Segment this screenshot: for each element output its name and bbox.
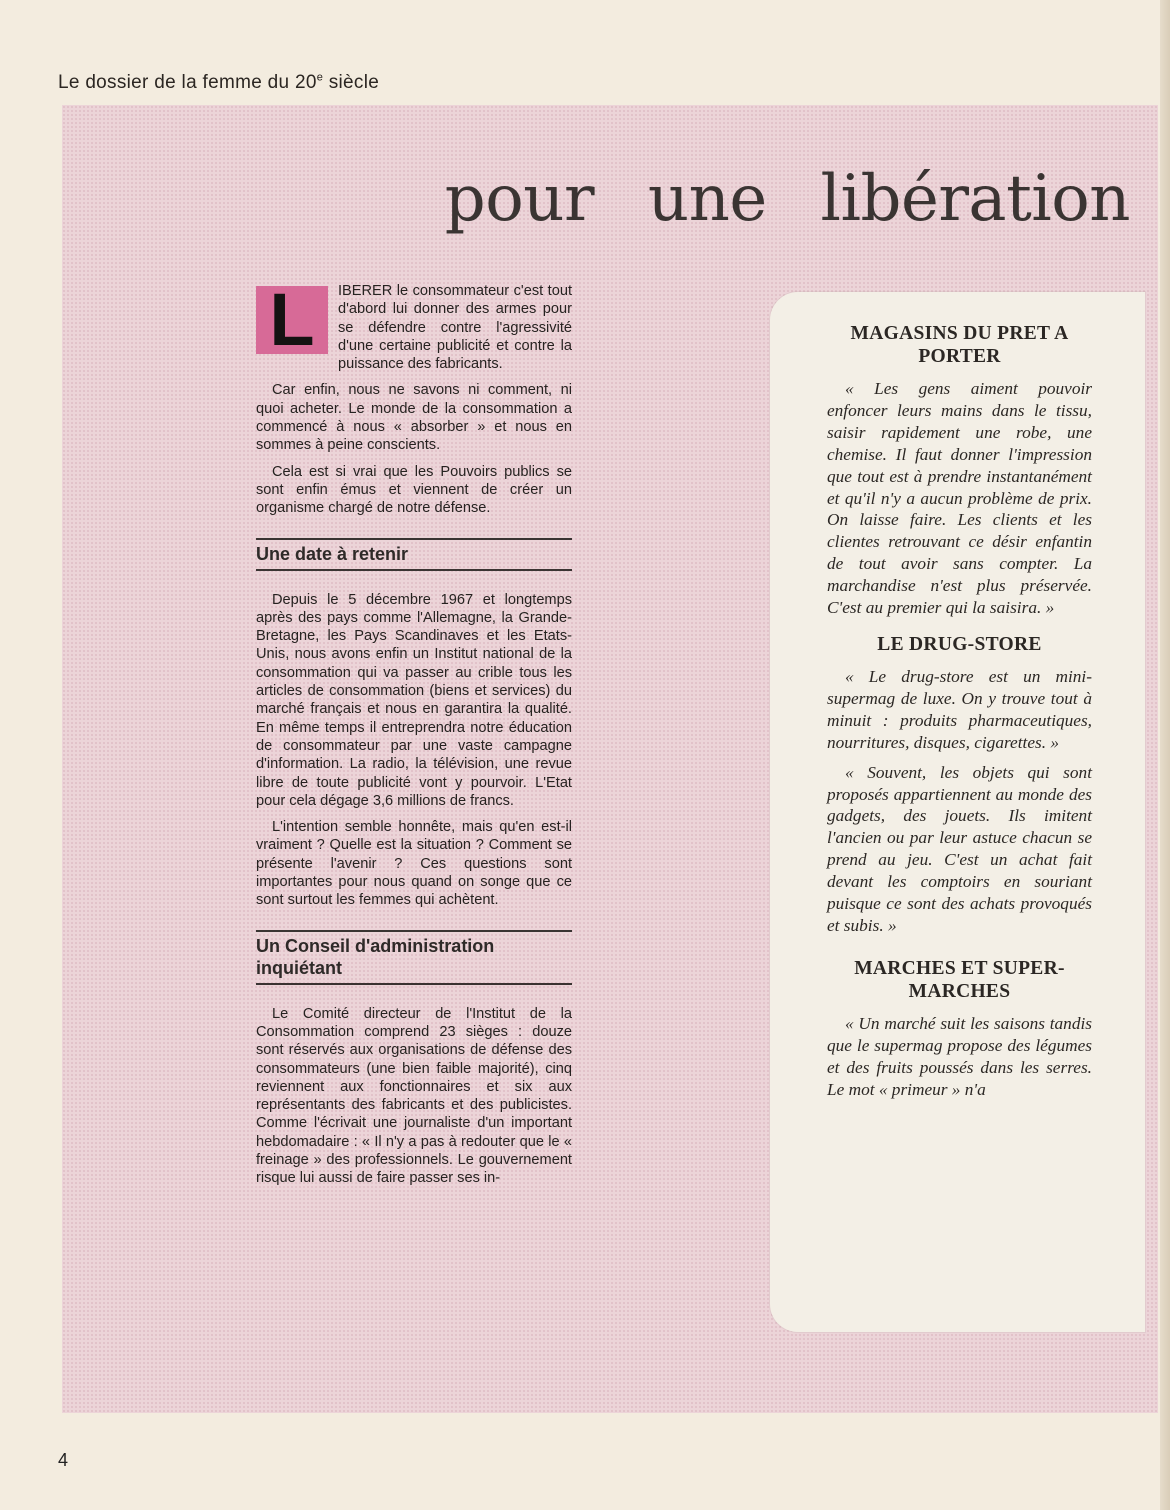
running-head-sup: e xyxy=(316,71,324,84)
sidebar-content xyxy=(827,322,1092,1108)
page-number: 4 xyxy=(58,1450,69,1470)
sidebar-quote: « Un marché suit les saisons tandis que le supermag propose des légumes et des fruits poussés dans les serres. Le mot « primeur » n'a xyxy=(827,1013,1092,1099)
sidebar-quote: « Le drug-store est un mini-supermag de luxe. On y trouve tout à minuit : produits pharmaceutiques, nourritures, disques, cigarettes. » xyxy=(827,666,1092,752)
sidebar-heading: MAGASINS DU PRET A PORTER xyxy=(850,323,1069,367)
article-column xyxy=(256,278,572,1196)
article-paragraph: L'intention semble honnête, mais qu'en est-il vraiment ? Quelle est la situation ? Comment se présente l'avenir ? Ces questions sont importantes pour nous quand on songe que ce sont surtout les femmes qui achètent. xyxy=(256,819,572,909)
running-head-suffix: siècle xyxy=(323,72,380,93)
article-paragraph: Depuis le 5 décembre 1967 et longtemps après des pays comme l'Allemagne, la Grande-Bretagne, les Pays Scandinaves et les Etats-Unis, nous avons enfin un Institut national de la consommation qui va passer au crible tous les articles de consommation (biens et services) du marché français et nous en garantira la qualité. En même temps il entreprendra notre éducation de consommateur par une vaste campagne d'information. La radio, la télévision, une revue libre de toute publicité vont y pourvoir. L'Etat pour cela dégage 3,6 millions de francs. xyxy=(256,591,572,809)
drop-cap: L xyxy=(256,286,328,354)
article-paragraph: Cela est si vrai que les Pouvoirs publics se sont enfin émus et viennent de créer un organisme chargé de notre défense. xyxy=(256,463,572,517)
page-title: pour une libération xyxy=(444,162,1130,236)
intro-text: IBERER le consommateur c'est tout d'abord lui donner des armes pour se défendre contre l'agressivité d'une certaine publicité et contre la puissance des fabricants. xyxy=(338,283,572,373)
section-heading: Une date à retenir xyxy=(256,538,572,571)
sidebar-heading: MARCHES ET SUPER-MARCHES xyxy=(854,957,1065,1002)
article-paragraph: Car enfin, nous ne savons ni comment, ni quoi acheter. Le monde de la consommation a commencé à nous « absorber » et nous en sommes à peine conscients. xyxy=(256,382,572,454)
sidebar-quote: « Souvent, les objets qui sont proposés appartiennent au monde des gadgets, des jouets. Ils imitent l'ancien ou par leur astuce chacun se prend au jeu. C'est un achat fait devant les comptoirs en souriant puisque ce sont des achats provoqués et subis. » xyxy=(827,762,1092,935)
article-intro xyxy=(256,278,572,373)
section-heading: Un Conseil d'administration inquiétant xyxy=(256,930,572,985)
page-edge xyxy=(1160,0,1170,1510)
article-paragraph: Le Comité directeur de l'Institut de la Consommation comprend 23 sièges : douze sont réservés aux organisations de défense des consommateurs (une bien faible majorité), cinq reviennent aux fonctionnaires et six aux représentants des fabricants et des publicistes. Comme l'écrivait une journaliste d'un important hebdomadaire : « Il n'y a pas à redouter que le « freinage » des professionnels. Le gouvernement risque lui aussi de faire passer ses in- xyxy=(256,1005,572,1187)
running-head xyxy=(58,72,379,94)
sidebar-heading: LE DRUG-STORE xyxy=(877,633,1042,655)
running-head-text: Le dossier de la femme du 20 xyxy=(58,72,317,93)
sidebar-quote: « Les gens aiment pouvoir enfoncer leurs mains dans le tissu, saisir rapidement une robe, une chemise. Il faut donner l'impression que tout est à prendre instantanément et qu'il n'y a aucun problème de prix. On laisse faire. Les clients et les clientes retrouvant ce désir enfantin de tout avoir sans compter. La marchandise n'est plus préservée. C'est au premier qui la saisira. » xyxy=(827,379,1092,618)
